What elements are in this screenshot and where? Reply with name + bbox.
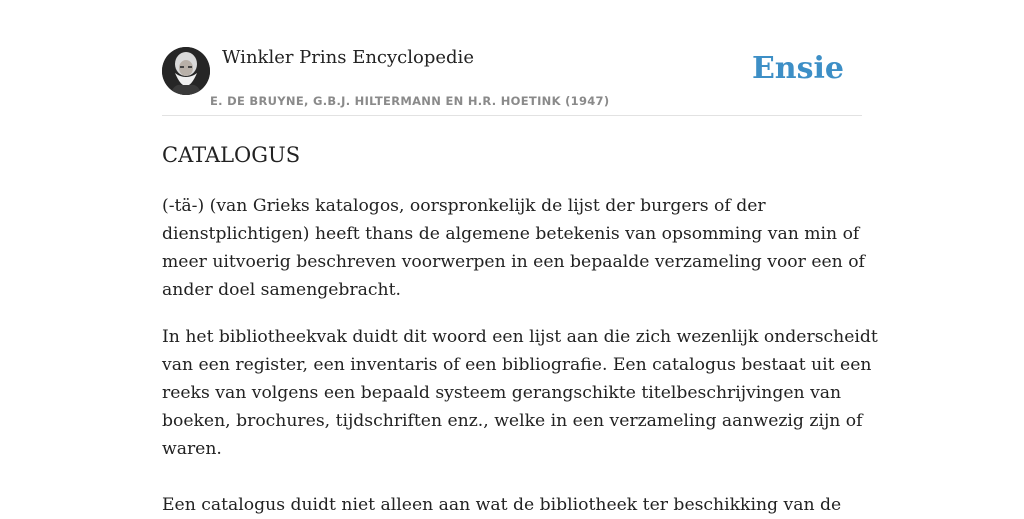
- paragraph-line: ander doel samengebracht.: [162, 280, 401, 300]
- paragraph-line: reeks van volgens een bepaald systeem gerangschikte titelbeschrijvingen van: [162, 383, 842, 403]
- paragraph-line: van een register, een inventaris of een bibliografie. Een catalogus bestaat uit een: [162, 355, 872, 375]
- author-avatar: [162, 47, 210, 95]
- site-title-link[interactable]: Winkler Prins Encyclopedie: [222, 47, 474, 68]
- paragraph-line: meer uitvoerig beschreven voorwerpen in een bepaalde verzameling voor een of: [162, 252, 865, 272]
- paragraph-line: (-tä-) (van Grieks katalogos, oorspronkelijk de lijst der burgers of der: [162, 196, 766, 216]
- page: [162, 0, 878, 515]
- article-paragraph: [162, 192, 865, 304]
- article-title: CATALOGUS: [162, 143, 301, 167]
- ensie-logo-link[interactable]: Ensie: [751, 51, 844, 86]
- authors-line: E. DE BRUYNE, G.B.J. HILTERMANN EN H.R. HOETINK (1947): [210, 94, 610, 108]
- site-header: [162, 0, 862, 116]
- portrait-icon: [162, 47, 210, 95]
- paragraph-line: dienstplichtigen) heeft thans de algemene betekenis van opsomming van min of: [162, 224, 860, 244]
- paragraph-line: boeken, brochures, tijdschriften enz., welke in een verzameling aanwezig zijn of: [162, 411, 863, 431]
- paragraph-line: Een catalogus duidt niet alleen aan wat de bibliotheek ter beschikking van de: [162, 495, 842, 515]
- article-paragraph: [162, 323, 878, 463]
- paragraph-line: In het bibliotheekvak duidt dit woord een lijst aan die zich wezenlijk onderscheidt: [162, 327, 878, 347]
- paragraph-line: waren.: [162, 439, 222, 459]
- article-paragraph: [162, 491, 862, 519]
